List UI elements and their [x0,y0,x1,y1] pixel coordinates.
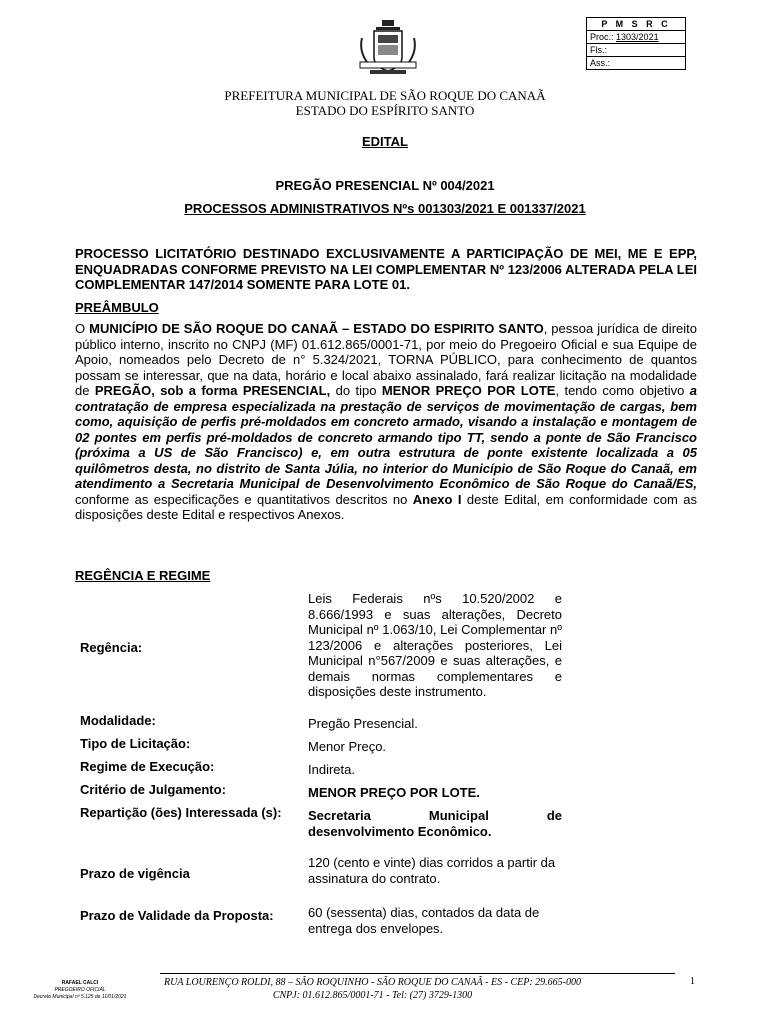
preamb-object: a contratação de empresa especializada na prestação de serviços de movimentação de cargas, bem como, aquisição de perfis pré-moldados em concreto armado, visando a instalação e montagem de 02 pontes em perfis pré-moldados de concreto armando tipo TT, sendo a ponte de São Francisco (próxima a US de São Francisco) e, em outra estrutura de ponte existente localizada a 05 quilômetros desta, no distrito de Santa Júlia, no interior do Município de São Roque do Canaã, em atendimento a Secretaria Municipal de Desenvolvimento Econômico de São Roque do Canaã/ES, [75,383,697,491]
row-label-modalidade: Modalidade: [80,713,156,728]
protocol-stamp [586,17,686,70]
row-label-regencia: Regência: [80,640,143,655]
protocol-fls-label: Fls.: [590,45,607,55]
preamb-text-1: O [75,321,90,336]
protocol-ass-label: Ass.: [590,58,611,68]
preamb-text-5: conforme as especificações e quantitativos descritos no [75,491,413,507]
footer-contact: CNPJ: 01.612.865/0001-71 - Tel: (27) 3729-1300 [272,990,473,1001]
row-value-criterio: MENOR PREÇO POR LOTE. [308,785,480,800]
protocol-proc-label: Proc.: [590,32,614,42]
preambulo-paragraph [75,321,697,523]
page-number: 1 [690,976,695,987]
row-label-validade: Prazo de Validade da Proposta: [80,908,274,923]
preamb-bold-3: MENOR PREÇO POR LOTE [381,383,556,398]
row-value-regencia: Leis Federais nºs 10.520/2002 e 8.666/1993 e suas alterações, Decreto Municipal nº 1.063/10, Lei Complementar nº 123/2006 e alterações posteriores, Lei Municipal n°567/2009 e suas alterações, e demais normas complementares e disposições deste instrumento. [308,591,562,699]
header-line-1: PREFEITURA MUNICIPAL DE SÃO ROQUE DO CANAÃ [224,88,546,103]
row-value-tipo: Menor Preço. [308,739,387,754]
row-value-regime: Indireta. [308,762,355,777]
pregao-title: PREGÃO PRESENCIAL Nº 004/2021 [275,178,495,193]
preamb-text-6: deste Edital, em conformidade com as disposições deste Edital e respectivos Anexos. [75,491,697,522]
row-value-modalidade: Pregão Presencial. [308,716,418,731]
header-line-2: ESTADO DO ESPÍRITO SANTO [295,103,475,118]
protocol-fls-row [587,44,685,57]
row-label-regime: Regime de Execução: [80,759,215,774]
row-value-validade: 60 (sessenta) dias, contados da data de entrega dos envelopes. [308,905,540,936]
intro-paragraph: PROCESSO LICITATÓRIO DESTINADO EXCLUSIVAMENTE A PARTICIPAÇÃO DE MEI, ME E EPP, ENQUADRADAS CONFORME PREVISTO NA LEI COMPLEMENTAR Nº 123/2006 ALTERADA PELA LEI COMPLEMENTAR 147/2014 SOMENTE PARA LOTE 01. [75,246,697,292]
preamb-bold-4: Anexo I [412,491,462,507]
row-value-reparticao: Secretaria Municipal de desenvolvimento Econômico. [308,808,562,839]
signature-name: RAFAEL CALCI [61,980,99,986]
signature-role: PREGOEIRO OFICIAL [54,987,106,993]
regencia-title: REGÊNCIA E REGIME [75,568,211,583]
row-value-vigencia: 120 (cento e vinte) dias corridos a partir da assinatura do contrato. [308,855,556,886]
protocol-proc-row [587,31,685,44]
signature-decree: Decreto Municipal nº 5.125 de 11/01/2021 [33,994,127,1000]
footer-divider [160,973,675,974]
row-label-reparticao: Repartição (ões) Interessada (s): [80,805,282,820]
preamb-text-4: , tendo como objetivo [555,383,690,398]
preambulo-title: PREÂMBULO [75,300,159,315]
preamb-bold-1: MUNICÍPIO DE SÃO ROQUE DO CANAÃ – ESTADO DO ESPIRITO SANTO [89,321,544,336]
row-label-criterio: Critério de Julgamento: [80,782,226,797]
row-label-vigencia: Prazo de vigência [80,866,190,881]
preamb-text-2: , pessoa jurídica de direito público interno, inscrito no CNPJ (MF) 01.612.865/0001-71, por meio do Pregoeiro Oficial e sua Equipe de Apoio, nomeados pelo Decreto de n° 5.324/2021, TORNA PÚBLICO, para conhecimento de quantos possam se interessar, que na data, horário e local abaixo assinalado, fará realizar licitação na modalidade de [75,321,697,398]
preamb-bold-2: PREGÃO, sob a forma PRESENCIAL, [94,383,331,398]
row-label-tipo: Tipo de Licitação: [80,736,191,751]
coat-of-arms-icon [356,20,420,78]
document-title: EDITAL [362,134,408,149]
preamb-text-3: do tipo [330,383,382,398]
protocol-header: P M S R C [587,18,685,31]
processos-title: PROCESSOS ADMINISTRATIVOS Nºs 001303/2021 E 001337/2021 [184,201,586,216]
protocol-proc-value: 1303/2021 [616,32,659,42]
footer-address: RUA LOURENÇO ROLDI, 88 – SÃO ROQUINHO - SÃO ROQUE DO CANAÃ - ES - CEP: 29.665-000 [164,977,581,988]
protocol-ass-row [587,57,685,69]
